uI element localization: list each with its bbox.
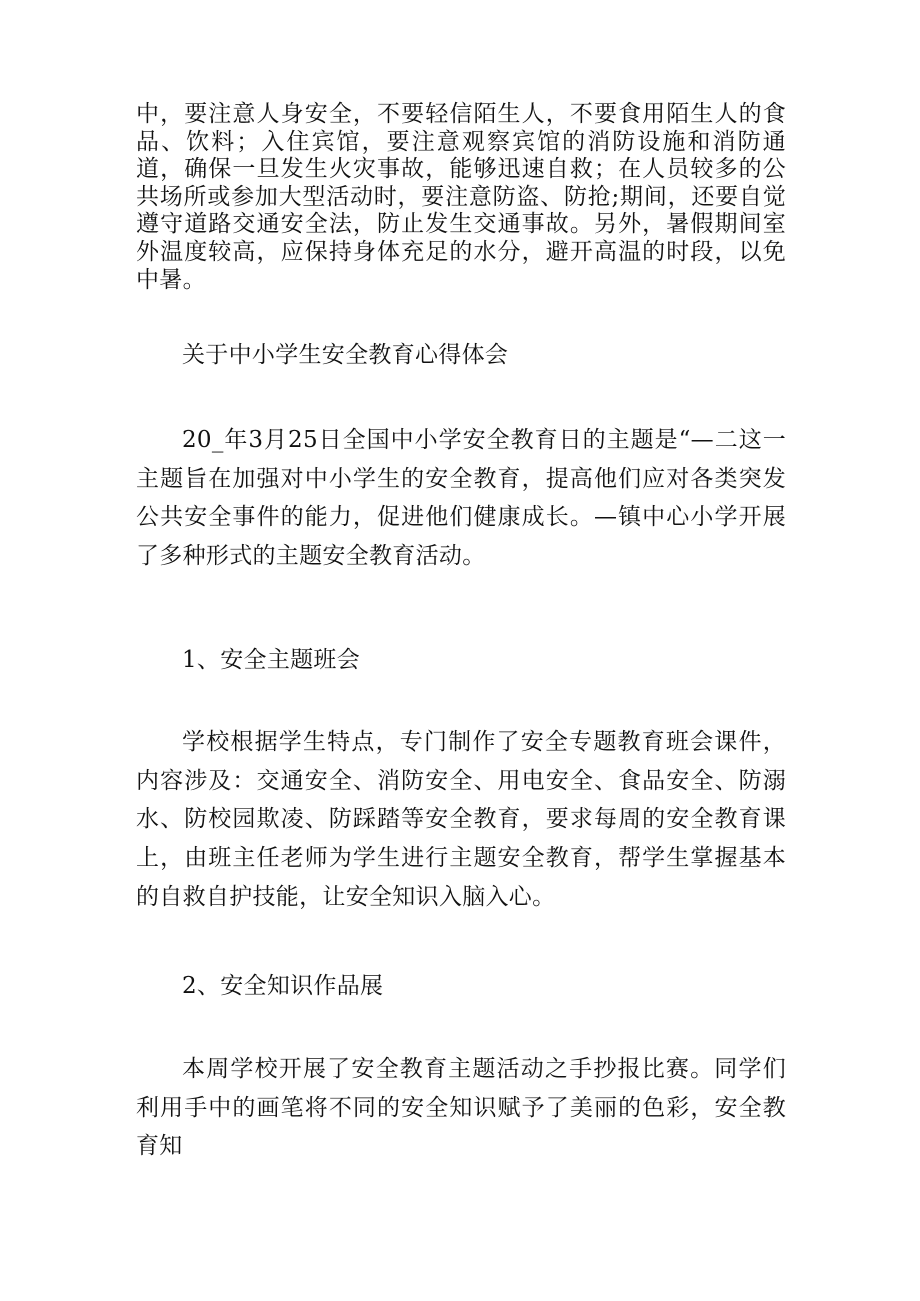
heading-class-meeting: 1、安全主题班会 bbox=[182, 647, 361, 673]
heading-work-exhibition: 2、安全知识作品展 bbox=[182, 973, 384, 999]
paragraph-education-day-theme: 20_年3月25日全国中小学安全教育日的主题是“—二这一主题旨在加强对中小学生的安全教育，提高他们应对各类突发公共安全事件的能力，促进他们健康成长。—镇中心小学开展了多种形式的主题安全教育活动。 bbox=[136, 427, 786, 569]
paragraph-exhibition: 本周学校开展了安全教育主题活动之手抄报比赛。同学们利用手中的画笔将不同的安全知识赋予了美丽的色彩，安全教育知 bbox=[136, 1056, 786, 1160]
section-title: 关于中小学生安全教育心得体会 bbox=[182, 342, 509, 368]
paragraph-class-meeting: 学校根据学生特点，专门制作了安全专题教育班会课件，内容涉及：交通安全、消防安全、用电安全、食品安全、防溺水、防校园欺凌、防踩踏等安全教育，要求每周的安全教育课上，由班主任老师为学生进行主题安全教育，帮学生掌握基本的自救自护技能，让安全知识入脑入心。 bbox=[136, 729, 786, 910]
paragraph-personal-safety: 中，要注意人身安全，不要轻信陌生人，不要食用陌生人的食品、饮料；入住宾馆，要注意观察宾馆的消防设施和消防通道，确保一旦发生火灾事故，能够迅速自救；在人员较多的公共场所或参加大型活动时，要注意防盗、防抢;期间，还要自觉遵守道路交通安全法，防止发生交通事故。另外，暑假期间室外温度较高，应保持身体充足的水分，避开高温的时段，以免中暑。 bbox=[136, 101, 786, 293]
